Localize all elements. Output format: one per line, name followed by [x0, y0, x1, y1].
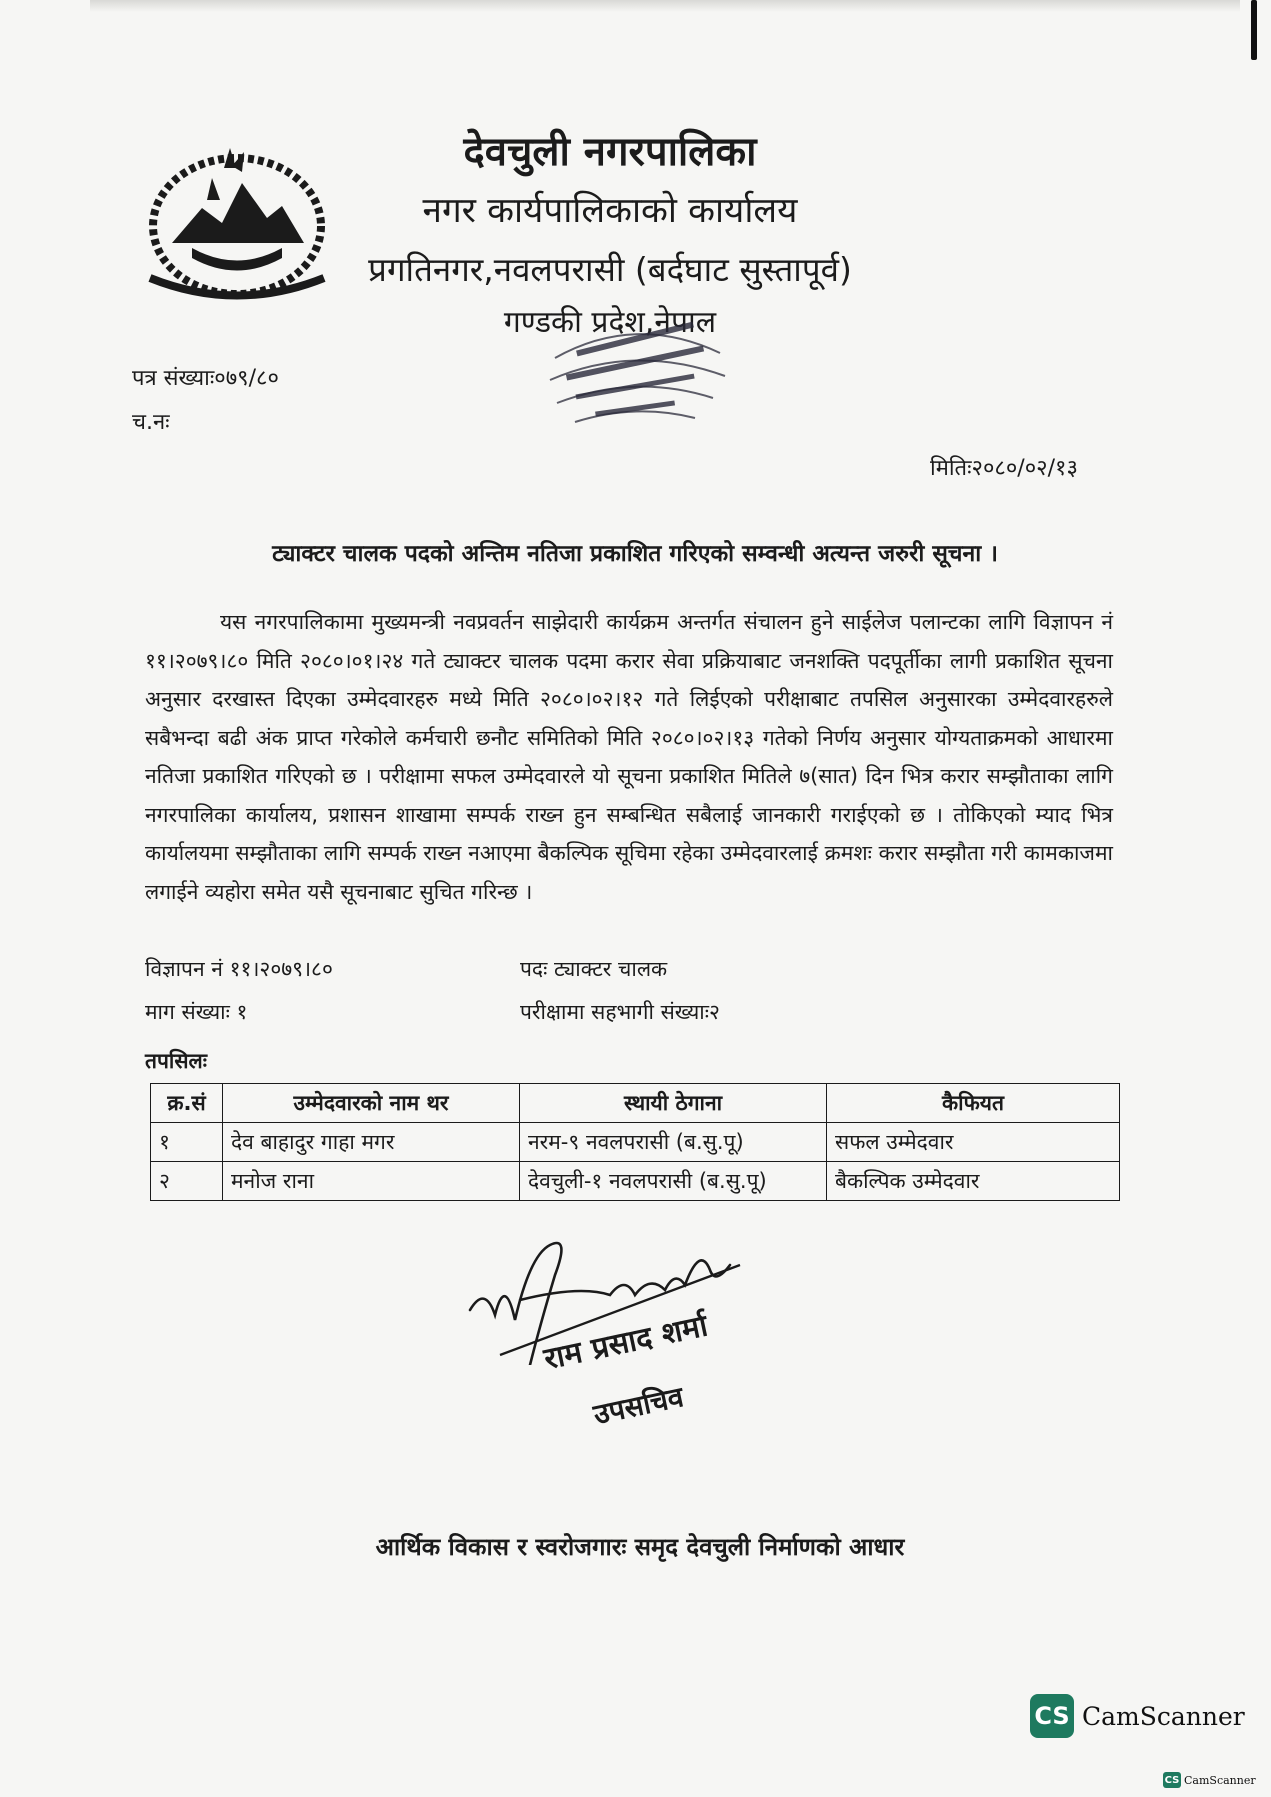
header-serial: क्र.सं	[151, 1084, 223, 1123]
cell-address: नरम-९ नवलपरासी (ब.सु.पू)	[520, 1123, 827, 1162]
signatory-name: राम प्रसाद शर्मा	[541, 1308, 711, 1378]
cell-candidate-name: देव बाहादुर गाहा मगर	[223, 1123, 520, 1162]
notice-body: यस नगरपालिकामा मुख्यमन्त्री नवप्रवर्तन साझेदारी कार्यक्रम अन्तर्गत संचालन हुने साईलेज पलान्टका लागि विज्ञापन नं ११।२०७९।८० मिति २०८०।०१।२४ गते ट्याक्टर चालक पदमा करार सेवा प्रक्रियाबाट जनशक्ति पदपूर्तीका लागी प्रकाशित सूचना अनुसार दरखास्त दिएका उम्मेदवारहरु मध्ये मिति २०८०।०२।१२ गते लिईएको परीक्षाबाट तपसिल अनुसारका उम्मेदवारहरुले सबैभन्दा बढी अंक प्राप्त गरेकोले कर्मचारी छनौट समितिको मिति २०८०।०२।१३ गतेको निर्णय अनुसार योग्यताक्रमको आधारमा नतिजा प्रकाशित गरिएको छ । परीक्षामा सफल उम्मेदवारले यो सूचना प्रकाशित मितिले ७(सात) दिन भित्र करार सम्झौताका लागि नगरपालिका कार्यालय, प्रशासन शाखामा सम्पर्क राख्न हुन सम्बन्धित सबैलाई जानकारी गराईएको छ । तोकिएको म्याद भित्र कार्यालयमा सम्झौताका लागि सम्पर्क राख्न नआएमा बैकल्पिक सूचिमा रहेका उम्मेदवारलाई क्रमशः करार सम्झौता गरी कामकाजमा लगाईने व्यहोरा समेत यसै सूचनाबाट सुचित गरिन्छ ।	[145, 610, 1113, 904]
province-name: गण्डकी प्रदेश,नेपाल	[503, 305, 717, 340]
cell-remarks: सफल उम्मेदवार	[827, 1123, 1120, 1162]
reference-number: पत्र संख्याः०७९/८०	[132, 366, 279, 391]
camscanner-watermark	[1030, 1693, 1245, 1739]
scan-right-edge	[1251, 0, 1257, 60]
office-address: प्रगतिनगर,नवलपरासी (बर्दघाट सुस्तापूर्व)	[368, 250, 852, 289]
scan-top-edge	[90, 0, 1240, 12]
header-candidate-name: उम्मेदवारको नाम थर	[223, 1084, 520, 1123]
cell-address: देवचुली-१ नवलपरासी (ब.सु.पू)	[520, 1162, 827, 1201]
candidate-table	[150, 1083, 1120, 1201]
notice-subject: ट्याक्टर चालक पदको अन्तिम नतिजा प्रकाशित गरिएको सम्वन्धी अत्यन्त जरुरी सूचना ।	[272, 541, 998, 567]
demand-count: माग संख्याः १	[145, 1000, 248, 1024]
header-remarks: कैफियत	[827, 1084, 1120, 1123]
table-row	[151, 1162, 1120, 1201]
footer-slogan: आर्थिक विकास र स्वरोजगारः समृद देवचुली निर्माणको आधार	[375, 1533, 905, 1561]
office-name: नगर कार्यपालिकाको कार्यालय	[422, 191, 798, 231]
schedule-label: तपसिलः	[145, 1049, 208, 1073]
post-name: पदः ट्याक्टर चालक	[520, 957, 668, 981]
header-address: स्थायी ठेगाना	[520, 1084, 827, 1123]
cell-serial: १	[151, 1123, 223, 1162]
camscanner-logo-icon: CS	[1030, 1694, 1074, 1738]
participant-count: परीक्षामा सहभागी संख्याः२	[520, 1000, 720, 1024]
cell-candidate-name: मनोज राना	[223, 1162, 520, 1201]
cell-serial: २	[151, 1162, 223, 1201]
cell-remarks: बैकल्पिक उम्मेदवार	[827, 1162, 1120, 1201]
notice-date: मितिः२०८०/०२/१३	[930, 456, 1078, 481]
camscanner-small-brand: CamScanner	[1184, 1773, 1256, 1787]
dispatch-number: च.नः	[132, 410, 170, 435]
table-header-row	[151, 1084, 1120, 1123]
office-seal-stamp-icon	[535, 318, 735, 428]
camscanner-brand: CamScanner	[1082, 1701, 1245, 1731]
camscanner-small-watermark	[1163, 1772, 1256, 1788]
signatory-title: उपसचिव	[590, 1380, 687, 1432]
camscanner-small-logo-icon: CS	[1163, 1772, 1181, 1788]
table-row	[151, 1123, 1120, 1162]
municipality-name: देवचुली नगरपालिका	[463, 129, 757, 175]
nepal-government-emblem-icon	[132, 138, 342, 308]
advertisement-number: विज्ञापन नं ११।२०७९।८०	[145, 957, 333, 981]
